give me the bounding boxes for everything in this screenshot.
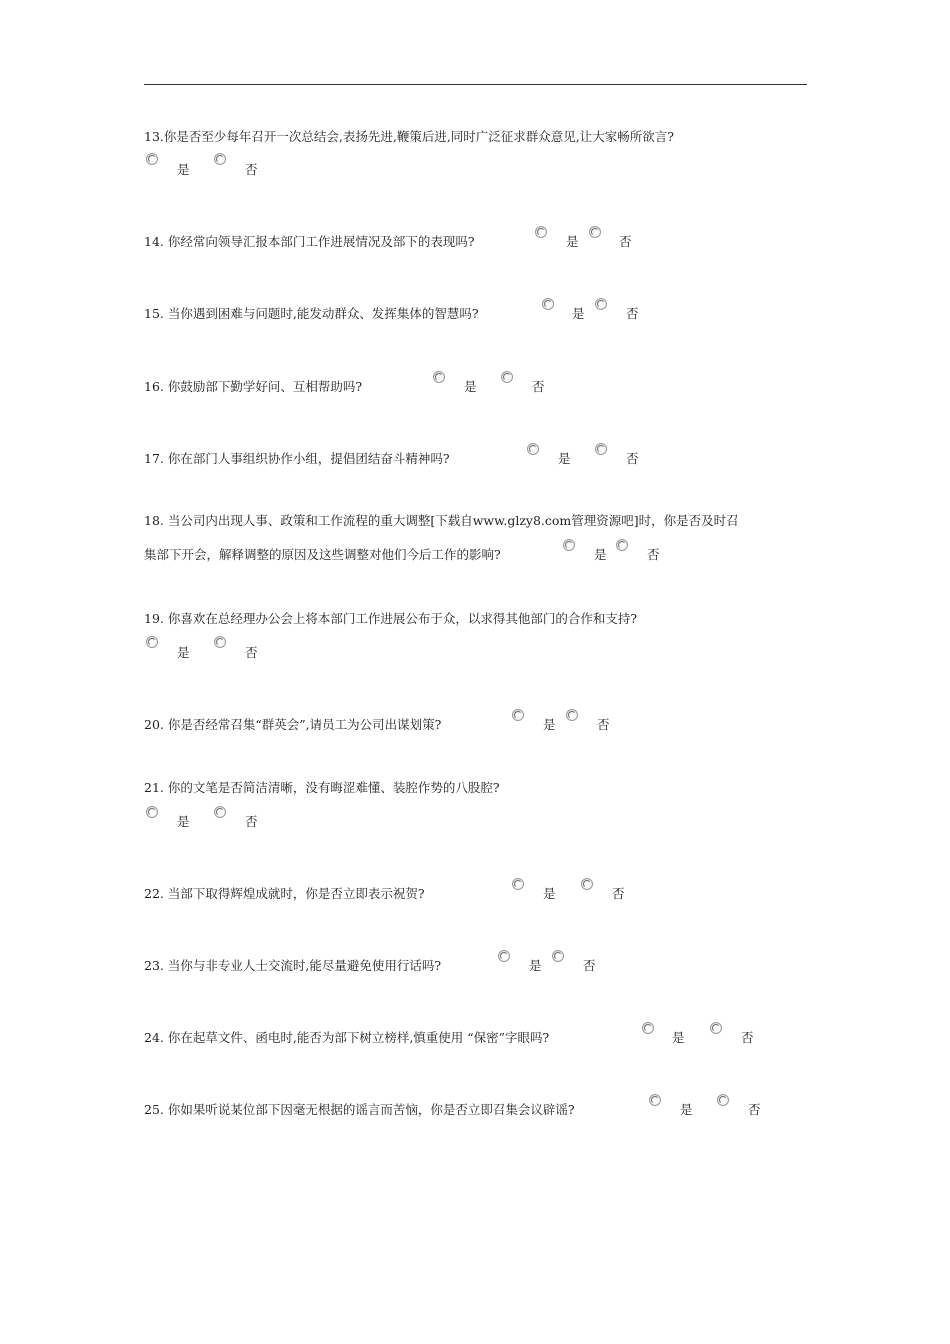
- q13-yes-radio[interactable]: [146, 153, 158, 165]
- q13-no-label: 否: [245, 162, 258, 177]
- q21-yes-radio[interactable]: [146, 806, 158, 818]
- question-20-text: 20. 你是否经常召集“群英会”,请员工为公司出谋划策?: [144, 717, 442, 732]
- q19-no-radio[interactable]: [214, 636, 226, 648]
- q19-yes-radio[interactable]: [146, 636, 158, 648]
- q15-yes-radio[interactable]: [542, 298, 554, 310]
- q20-yes-radio[interactable]: [512, 709, 524, 721]
- q13-yes-label: 是: [177, 162, 190, 177]
- question-18-text: 18. 当公司内出现人事、政策和工作流程的重大调整[下载自www.glzy8.com管理资源吧]时，你是否及时召: [144, 513, 739, 528]
- question-13-text: 13.你是否至少每年召开一次总结会,表扬先进,鞭策后进,同时广泛征求群众意见,让大家畅所欲言?: [144, 129, 674, 144]
- q14-no-radio[interactable]: [589, 226, 601, 238]
- q21-yes-label: 是: [177, 814, 190, 829]
- q24-no-radio[interactable]: [710, 1022, 722, 1034]
- q25-yes-radio[interactable]: [649, 1094, 661, 1106]
- q24-yes-radio[interactable]: [642, 1022, 654, 1034]
- q23-no-radio[interactable]: [552, 950, 564, 962]
- q25-no-radio[interactable]: [717, 1094, 729, 1106]
- q17-yes-label: 是: [558, 451, 571, 466]
- question-23-text: 23. 当你与非专业人士交流时,能尽量避免使用行话吗?: [144, 958, 442, 973]
- q17-no-label: 否: [626, 451, 639, 466]
- q18-yes-label: 是: [594, 547, 607, 562]
- q24-yes-label: 是: [672, 1030, 685, 1045]
- q18-no-radio[interactable]: [616, 539, 628, 551]
- q21-no-radio[interactable]: [214, 806, 226, 818]
- q25-yes-label: 是: [680, 1102, 693, 1117]
- question-22-text: 22. 当部下取得辉煌成就时，你是否立即表示祝贺?: [144, 886, 425, 901]
- q13-no-radio[interactable]: [214, 153, 226, 165]
- q19-no-label: 否: [245, 645, 258, 660]
- question-14-text: 14. 你经常向领导汇报本部门工作进展情况及部下的表现吗?: [144, 234, 475, 249]
- question-25-text: 25. 你如果听说某位部下因毫无根据的谣言而苦恼，你是否立即召集会议辟谣?: [144, 1102, 575, 1117]
- question-15-text: 15. 当你遇到困难与问题时,能发动群众、发挥集体的智慧吗?: [144, 306, 479, 321]
- top-rule: [144, 84, 807, 85]
- q22-no-label: 否: [612, 886, 625, 901]
- q23-yes-label: 是: [529, 958, 542, 973]
- q17-no-radio[interactable]: [595, 443, 607, 455]
- q16-no-radio[interactable]: [501, 371, 513, 383]
- q22-yes-label: 是: [543, 886, 556, 901]
- q21-no-label: 否: [245, 814, 258, 829]
- q16-no-label: 否: [532, 379, 545, 394]
- q23-yes-radio[interactable]: [498, 950, 510, 962]
- q19-yes-label: 是: [177, 645, 190, 660]
- q20-no-radio[interactable]: [566, 709, 578, 721]
- q23-no-label: 否: [583, 958, 596, 973]
- q25-no-label: 否: [748, 1102, 761, 1117]
- q17-yes-radio[interactable]: [527, 443, 539, 455]
- q22-yes-radio[interactable]: [512, 878, 524, 890]
- q18-no-label: 否: [647, 547, 660, 562]
- q20-no-label: 否: [597, 717, 610, 732]
- question-24-text: 24. 你在起草文件、函电时,能否为部下树立榜样,慎重使用 “保密”字眼吗?: [144, 1030, 550, 1045]
- q15-no-label: 否: [626, 306, 639, 321]
- q14-no-label: 否: [619, 234, 632, 249]
- question-17-text: 17. 你在部门人事组织协作小组，提倡团结奋斗精神吗?: [144, 451, 450, 466]
- q15-no-radio[interactable]: [595, 298, 607, 310]
- q14-yes-label: 是: [566, 234, 579, 249]
- q24-no-label: 否: [741, 1030, 754, 1045]
- q14-yes-radio[interactable]: [535, 226, 547, 238]
- q18-yes-radio[interactable]: [563, 539, 575, 551]
- q16-yes-radio[interactable]: [433, 371, 445, 383]
- question-19-text: 19. 你喜欢在总经理办公会上将本部门工作进展公布于众，以求得其他部门的合作和支持?: [144, 611, 638, 626]
- q15-yes-label: 是: [572, 306, 585, 321]
- question-18-text-line2: 集部下开会，解释调整的原因及这些调整对他们今后工作的影响?: [144, 547, 501, 562]
- question-21-text: 21. 你的文笔是否简洁清晰，没有晦涩难懂、装腔作势的八股腔?: [144, 780, 500, 795]
- question-16-text: 16. 你鼓励部下勤学好问、互相帮助吗?: [144, 379, 363, 394]
- q16-yes-label: 是: [464, 379, 477, 394]
- q20-yes-label: 是: [543, 717, 556, 732]
- q22-no-radio[interactable]: [581, 878, 593, 890]
